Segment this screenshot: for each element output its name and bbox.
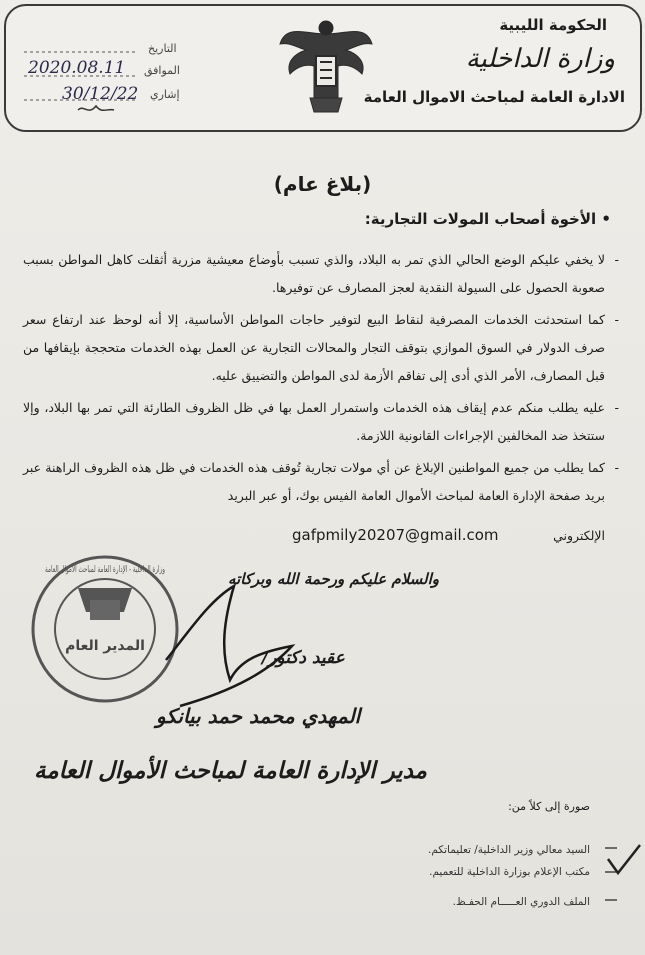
official-stamp: [28, 552, 239, 706]
signature: [160, 560, 300, 710]
bullet-dash: -: [614, 460, 619, 475]
stamp-outer-text: وزارة الداخلية - الإدارة العامة لمباحث الأموال العامة: [45, 565, 239, 575]
government-name: الحكومة الليبية: [499, 16, 607, 34]
signatory-name: المهدي محمد حمد بيانكو: [156, 704, 361, 728]
paragraph-3: - عليه يطلب منكم عدم إيقاف هذه الخدمات واستمرار العمل بها في ظل الظروف الطارئة التي تمر بها البلاد، وإلا ستتخذ ضد المخالفين الإجراءات القانونية اللازمة.: [23, 394, 605, 450]
bullet-dash: -: [614, 312, 619, 327]
salutation: • الأخوة أصحاب المولات التجارية:: [364, 210, 611, 228]
libya-emblem-icon: [276, 14, 376, 118]
ref-value: 30/12/22: [62, 84, 139, 104]
ministry-name: وزارة الداخلية: [465, 44, 615, 74]
copy-item-3: الملف الدوري العـــــام الحفـظ.: [452, 896, 590, 908]
paragraph-4: - كما يطلب من جميع المواطنين الإبلاغ عن أي مولات تجارية تُوقف هذه الخدمات في ظل هذه الظروف الراهنة عبر بريد صفحة الإدارة العامة لمباحث الأموال العامة الفيس بوك، أو عبر البريد: [23, 454, 605, 510]
paragraph-2: - كما استحدثت الخدمات المصرفية لنقاط البيع لتوفير حاجات المواطن الأساسية، إلا أنه لوحظ عند ارتفاع سعر صرف الدولار في السوق الموازي بتوقف التجار والمحالات التجارية عن العمل بهذه الخدمات متحججة بإيقافها من قبل المصارف، الأمر الذي أدى إلى تفاقم الأزمة لدى المواطن والتضييق عليه.: [23, 306, 605, 390]
copies-label: صورة إلى كلاً من:: [508, 800, 590, 813]
department-name: الادارة العامة لمباحث الاموال العامة: [363, 88, 625, 106]
date-lines: [18, 44, 188, 124]
ref-label: الموافق: [144, 64, 180, 77]
bullet-dash: -: [614, 400, 619, 415]
closing-greeting: والسلام عليكم ورحمة الله وبركاته: [228, 570, 440, 588]
copy-item-2: مكتب الإعلام بوزارة الداخلية للتعميم.: [429, 866, 590, 878]
signatory-position: مدير الإدارة العامة لمباحث الأموال العامة: [34, 758, 427, 784]
email-label: الإلكتروني: [553, 528, 605, 543]
paragraph-1: - لا يخفي عليكم الوضع الحالي الذي تمر به البلاد، والذي تسبب بأوضاع معيشية مزرية أثقلت كاهل المواطن بسبب صعوبة الحصول على السيولة النقدية لعجز المصارف عن توفيرها.: [23, 246, 605, 302]
bullet-dash: -: [614, 252, 619, 267]
signatory-rank: عقيد دكتور/: [262, 648, 345, 668]
date-value: 2020.08.11: [28, 58, 126, 78]
attach-label: إشاري: [150, 88, 180, 101]
email-address[interactable]: gafpmily20207@gmail.com: [292, 526, 499, 544]
stamp-center-text: المدير العام: [65, 638, 145, 654]
checkmark-icon: [606, 843, 642, 877]
notice-title: (بلاغ عام): [273, 172, 372, 196]
copy-item-1: السيد معالي وزير الداخلية/ تعليماتكم.: [427, 844, 590, 856]
date-label: التاريخ: [148, 42, 177, 55]
